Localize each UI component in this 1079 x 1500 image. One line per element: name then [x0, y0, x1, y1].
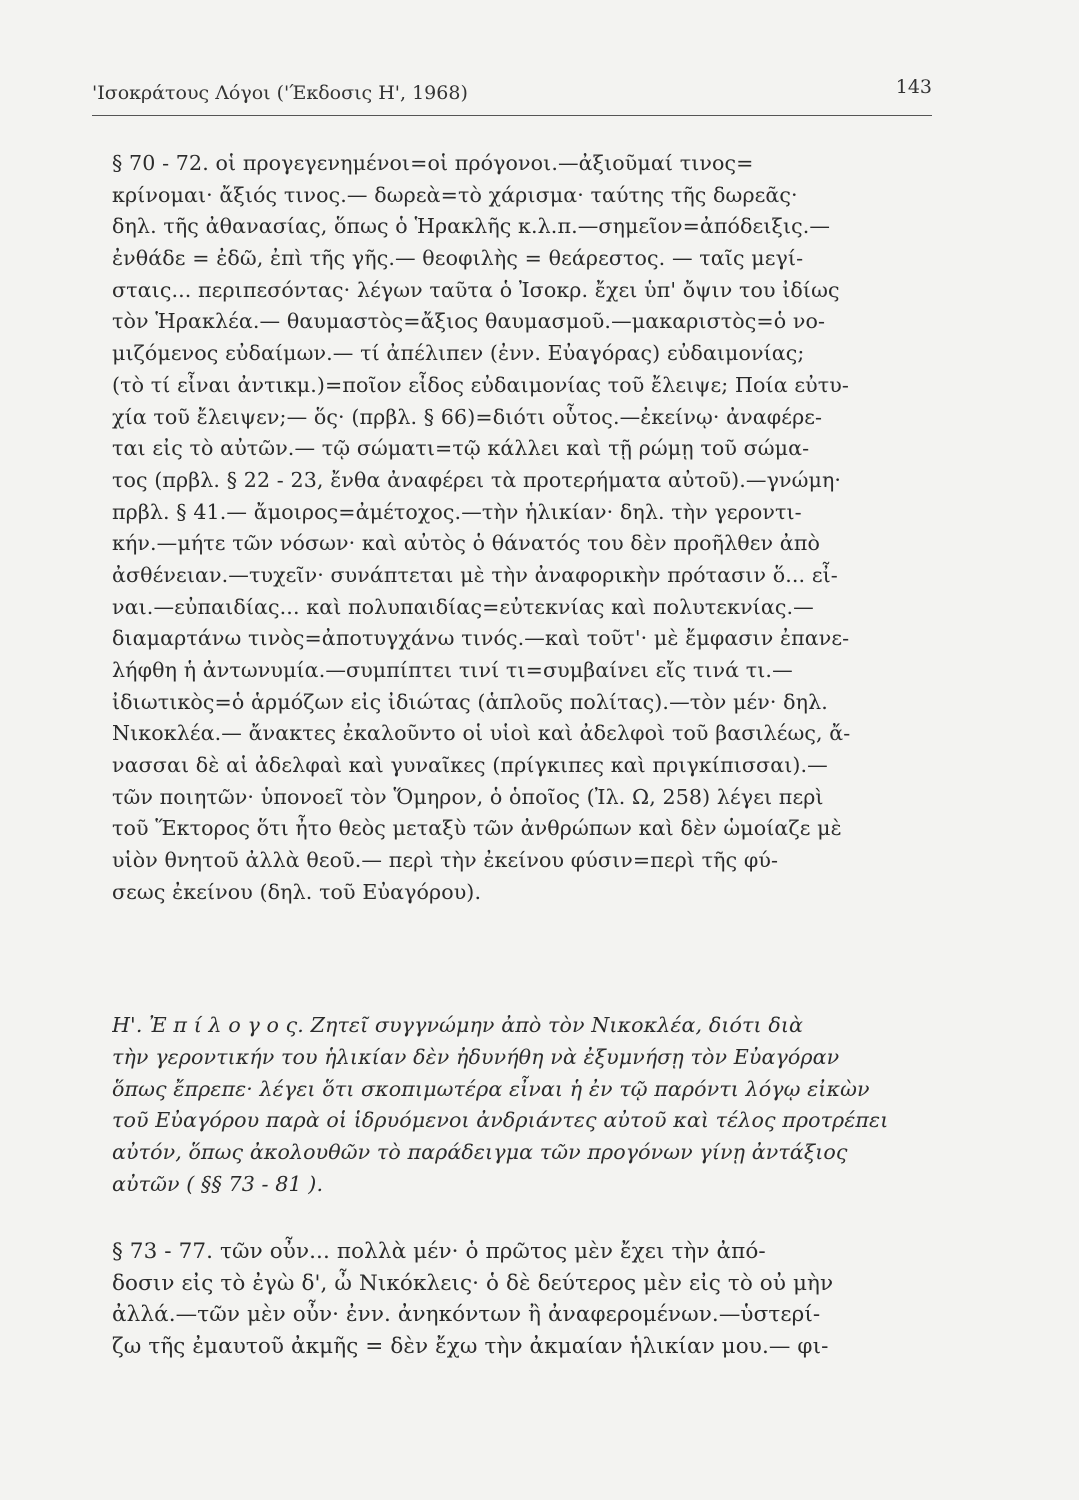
- text-line: ἐνθάδε = ἐδῶ, ἐπὶ τῆς γῆς.— θεοφιλὴς = θεάρεστος. — ταῖς μεγί-: [112, 246, 804, 271]
- text-line: λήφθη ἡ ἀντωνυμία.—συμπίπτει τινί τι=συμβαίνει εἴς τινά τι.—: [112, 658, 793, 682]
- text-line: πρβλ. § 41.— ἄμοιρος=ἀμέτοχος.—τὴν ἡλικίαν· δηλ. τὴν γεροντι-: [112, 499, 802, 524]
- text-line: τὸν Ἡρακλέα.— θαυμαστὸς=ἄξιος θαυμασμοῦ.—μακαριστὸς=ὁ νο-: [112, 309, 826, 334]
- text-line: σταις... περιπεσόντας· λέγων ταῦτα ὁ Ἰσοκρ. ἔχει ὑπ' ὄψιν του ἰδίως: [112, 277, 840, 302]
- commentary-section-73-77: [112, 1236, 942, 1362]
- text-line: ἰδιωτικὸς=ὁ ἁρμόζων εἰς ἰδιώτας (ἁπλοῦς πολίτας).—τὸν μέν· δηλ.: [112, 689, 828, 714]
- text-line: τοῦ Ἕκτορος ὅτι ἦτο θεὸς μεταξὺ τῶν ἀνθρώπων καὶ δὲν ὡμοίαζε μὲ: [112, 816, 842, 841]
- text-line: μιζόμενος εὐδαίμων.— τί ἀπέλιπεν (ἐνν. Εὐαγόρας) εὐδαιμονίας;: [112, 341, 805, 366]
- text-line: τῶν ποιητῶν· ὑπονοεῖ τὸν Ὅμηρον, ὁ ὁποῖος (Ἰλ. Ω, 258) λέγει περὶ: [112, 784, 824, 809]
- text-line: δοσιν εἰς τὸ ἐγὼ δ', ὦ Νικόκλεις· ὁ δὲ δεύτερος μὲν εἰς τὸ οὐ μὴν: [112, 1270, 834, 1296]
- commentary-section-70-72: [112, 148, 942, 909]
- text-line: νασσαι δὲ αἱ ἀδελφαὶ καὶ γυναῖκες (πρίγκιπες καὶ πριγκίπισσαι).—: [112, 753, 828, 778]
- text-line: § 73 - 77. τῶν οὖν... πολλὰ μέν· ὁ πρῶτος μὲν ἔχει τὴν ἀπό-: [112, 1239, 766, 1264]
- text-line: διαμαρτάνω τινὸς=ἀποτυγχάνω τινός.—καὶ τοῦτ'· μὲ ἔμφασιν ἐπανε-: [112, 626, 850, 651]
- running-title: 'Ισοκράτους Λόγοι ('Έκδοσις Η', 1968): [92, 82, 468, 104]
- text-line: ναι.—εὐπαιδίας... καὶ πολυπαιδίας=εὐτεκνίας καὶ πολυτεκνίας.—: [112, 594, 814, 619]
- text-line: ἀλλά.—τῶν μὲν οὖν· ἐνν. ἀνηκόντων ἢ ἀναφερομένων.—ὑστερί-: [112, 1302, 821, 1327]
- epilogue-summary: [112, 1010, 942, 1201]
- text-line: ὅπως ἔπρεπε· λέγει ὅτι σκοπιμωτέρα εἶναι ἡ ἐν τῷ παρόντι λόγῳ εἰκὼν: [112, 1076, 870, 1101]
- text-line: κρίνομαι· ἄξιός τινος.— δωρεὰ=τὸ χάρισμα· ταύτης τῆς δωρεᾶς·: [112, 182, 798, 207]
- text-line: αὐτόν, ὅπως ἀκολουθῶν τὸ παράδειγμα τῶν προγόνων γίνῃ ἀντάξιος: [112, 1140, 848, 1165]
- text-line: τὴν γεροντικήν του ἡλικίαν δὲν ἠδυνήθη νὰ ἐξυμνήσῃ τὸν Εὐαγόραν: [112, 1044, 840, 1069]
- page-number: 143: [895, 76, 932, 98]
- text-line: ται εἰς τὸ αὐτῶν.— τῷ σώματι=τῷ κάλλει καὶ τῇ ρώμῃ τοῦ σώμα-: [112, 436, 810, 461]
- text-line: υἱὸν θνητοῦ ἀλλὰ θεοῦ.— περὶ τὴν ἐκείνου φύσιν=περὶ τῆς φύ-: [112, 848, 779, 873]
- text-line: ἀσθένειαν.—τυχεῖν· συνάπτεται μὲ τὴν ἀναφορικὴν πρότασιν ὅ... εἶ-: [112, 562, 838, 587]
- text-line: σεως ἐκείνου (δηλ. τοῦ Εὐαγόρου).: [112, 879, 482, 904]
- text-line: δηλ. τῆς ἀθανασίας, ὅπως ὁ Ἡρακλῆς κ.λ.π.—σημεῖον=ἀπόδειξις.—: [112, 214, 831, 239]
- text-line: αὐτῶν ( §§ 73 - 81 ).: [112, 1171, 324, 1196]
- text-line: ζω τῆς ἐμαυτοῦ ἀκμῆς = δὲν ἔχω τὴν ἀκμαίαν ἡλικίαν μου.— φι-: [112, 1333, 829, 1359]
- text-line: χία τοῦ ἔλειψεν;— ὅς· (πρβλ. § 66)=διότι οὗτος.—ἐκείνῳ· ἀναφέρε-: [112, 404, 823, 429]
- header-divider: [92, 115, 932, 116]
- running-header: [92, 76, 932, 112]
- text-line: § 70 - 72. οἱ προγεγενημένοι=οἱ πρόγονοι.—ἀξιοῦμαί τινος=: [112, 151, 754, 175]
- text-line: (τὸ τί εἶναι ἀντικμ.)=ποῖον εἶδος εὐδαιμονίας τοῦ ἔλειψε; Ποία εὐτυ-: [112, 372, 849, 397]
- text-line: τος (πρβλ. § 22 - 23, ἔνθα ἀναφέρει τὰ προτερήματα αὐτοῦ).—γνώμη·: [112, 467, 842, 492]
- text-line: τοῦ Εὐαγόρου παρὰ οἱ ἱδρυόμενοι ἀνδριάντες αὐτοῦ καὶ τέλος προτρέπει: [112, 1108, 889, 1133]
- text-line: κήν.—μήτε τῶν νόσων· καὶ αὐτὸς ὁ θάνατός του δὲν προῆλθεν ἀπὸ: [112, 531, 820, 556]
- text-line: Νικοκλέα.— ἄνακτες ἐκαλοῦντο οἱ υἱοὶ καὶ ἀδελφοὶ τοῦ βασιλέως, ἄ-: [112, 721, 851, 746]
- text-line: Η'. Ἐ π ί λ ο γ ο ς. Ζητεῖ συγγνώμην ἀπὸ τὸν Νικοκλέα, διότι διὰ: [112, 1013, 804, 1037]
